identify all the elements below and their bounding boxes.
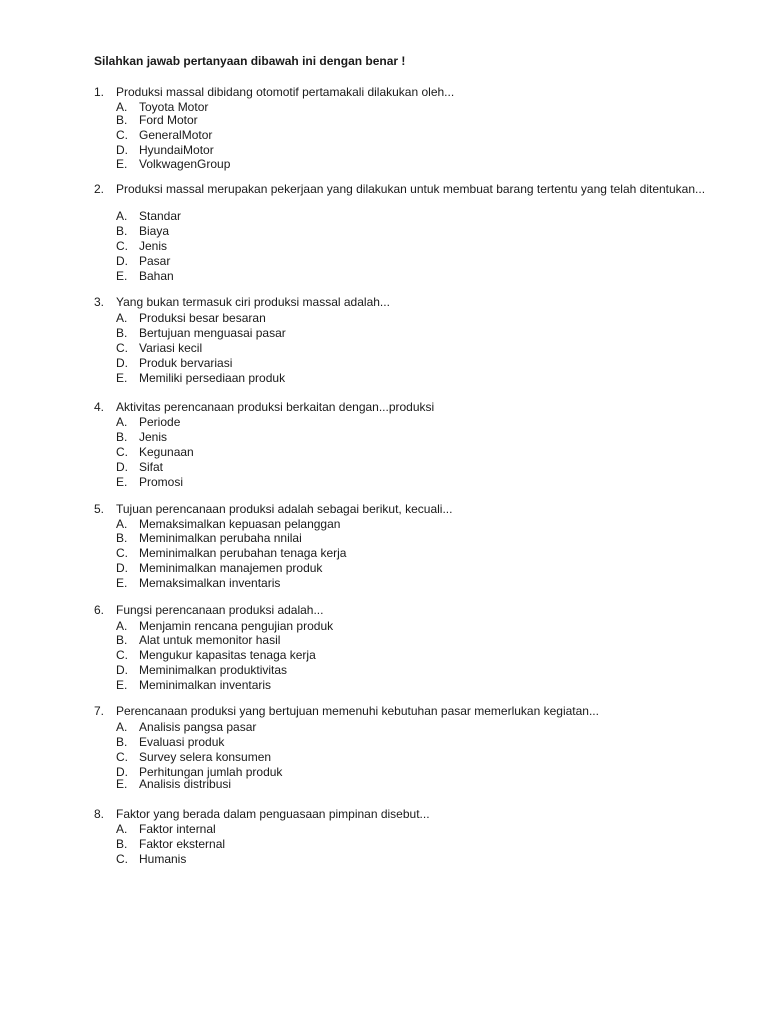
question-number: 4. (94, 400, 105, 414)
option-text: Kegunaan (139, 445, 194, 459)
option-letter: B. (116, 430, 128, 444)
question-number: 8. (94, 807, 105, 821)
option-text: GeneralMotor (139, 128, 213, 142)
option-letter: A. (116, 209, 128, 223)
option-text: Meminimalkan produktivitas (139, 663, 288, 677)
option-letter: E. (116, 777, 128, 791)
option-letter: D. (116, 663, 128, 677)
option-letter: E. (116, 371, 128, 385)
option-letter: A. (116, 720, 128, 734)
option-letter: C. (116, 239, 128, 253)
question-number: 7. (94, 704, 105, 718)
option-text: Pasar (139, 254, 171, 268)
option-letter: D. (116, 460, 128, 474)
option-text: Jenis (139, 430, 168, 444)
option-letter: B. (116, 633, 128, 647)
option-text: Evaluasi produk (139, 735, 225, 749)
option-letter: D. (116, 143, 128, 157)
option-letter: E. (116, 475, 128, 489)
option-letter: C. (116, 128, 128, 142)
option-text: Survey selera konsumen (139, 750, 272, 764)
option-text: HyundaiMotor (139, 143, 214, 157)
option-text: Sifat (139, 460, 164, 474)
option-letter: B. (116, 837, 128, 851)
option-letter: C. (116, 546, 128, 560)
option-text: Jenis (139, 239, 168, 253)
option-letter: D. (116, 765, 128, 779)
option-text: Alat untuk memonitor hasil (139, 633, 281, 647)
option-letter: C. (116, 852, 128, 866)
instruction-heading: Silahkan jawab pertanyaan dibawah ini dengan benar ! (94, 54, 406, 68)
question-text: Perencanaan produksi yang bertujuan memenuhi kebutuhan pasar memerlukan kegiatan... (116, 704, 599, 718)
option-text: Variasi kecil (139, 341, 203, 355)
option-letter: C. (116, 648, 128, 662)
option-text: Meminimalkan perubaha nnilai (139, 531, 302, 545)
option-letter: E. (116, 269, 128, 283)
option-text: Memaksimalkan inventaris (139, 576, 281, 590)
question-number: 2. (94, 182, 105, 196)
option-text: Perhitungan jumlah produk (139, 765, 283, 779)
option-text: Standar (139, 209, 182, 223)
question-number: 5. (94, 502, 105, 516)
option-text: Promosi (139, 475, 184, 489)
option-letter: C. (116, 750, 128, 764)
option-letter: A. (116, 517, 128, 531)
option-text: Analisis distribusi (139, 777, 232, 791)
option-letter: E. (116, 576, 128, 590)
option-text: Bahan (139, 269, 174, 283)
option-text: Faktor internal (139, 822, 216, 836)
option-letter: B. (116, 224, 128, 238)
option-letter: D. (116, 561, 128, 575)
option-letter: C. (116, 445, 128, 459)
option-text: Faktor eksternal (139, 837, 226, 851)
question-text: Produksi massal merupakan pekerjaan yang dilakukan untuk membuat barang tertentu yang telah ditentukan... (116, 182, 706, 196)
option-text: Ford Motor (139, 113, 198, 127)
option-text: Humanis (139, 852, 187, 866)
option-letter: A. (116, 619, 128, 633)
question-text: Tujuan perencanaan produksi adalah sebagai berikut, kecuali... (116, 502, 453, 516)
option-text: Toyota Motor (139, 100, 209, 114)
option-text: Biaya (139, 224, 170, 238)
option-letter: D. (116, 356, 128, 370)
option-letter: E. (116, 678, 128, 692)
option-text: Memiliki persediaan produk (139, 371, 286, 385)
option-text: Menjamin rencana pengujian produk (139, 619, 334, 633)
option-letter: A. (116, 822, 128, 836)
option-text: Analisis pangsa pasar (139, 720, 257, 734)
option-letter: B. (116, 531, 128, 545)
option-text: Meminimalkan manajemen produk (139, 561, 323, 575)
option-letter: B. (116, 113, 128, 127)
question-text: Aktivitas perencanaan produksi berkaitan dengan...produksi (116, 400, 435, 414)
question-number: 1. (94, 85, 105, 99)
option-text: Produksi besar besaran (139, 311, 266, 325)
option-text: Memaksimalkan kepuasan pelanggan (139, 517, 341, 531)
question-text: Fungsi perencanaan produksi adalah... (116, 603, 324, 617)
option-letter: A. (116, 311, 128, 325)
option-text: Meminimalkan perubahan tenaga kerja (139, 546, 347, 560)
question-text: Faktor yang berada dalam penguasaan pimpinan disebut... (116, 807, 430, 821)
option-letter: C. (116, 341, 128, 355)
option-letter: E. (116, 157, 128, 171)
option-text: Periode (139, 415, 181, 429)
option-letter: A. (116, 415, 128, 429)
question-number: 3. (94, 295, 105, 309)
question-number: 6. (94, 603, 105, 617)
question-text: Produksi massal dibidang otomotif pertamakali dilakukan oleh... (116, 85, 455, 99)
question-text: Yang bukan termasuk ciri produksi massal adalah... (116, 295, 390, 309)
option-text: Mengukur kapasitas tenaga kerja (139, 648, 316, 662)
option-text: Produk bervariasi (139, 356, 233, 370)
option-letter: B. (116, 735, 128, 749)
option-letter: B. (116, 326, 128, 340)
option-text: VolkwagenGroup (139, 157, 231, 171)
option-text: Bertujuan menguasai pasar (139, 326, 286, 340)
option-text: Meminimalkan inventaris (139, 678, 272, 692)
option-letter: A. (116, 100, 128, 114)
option-letter: D. (116, 254, 128, 268)
